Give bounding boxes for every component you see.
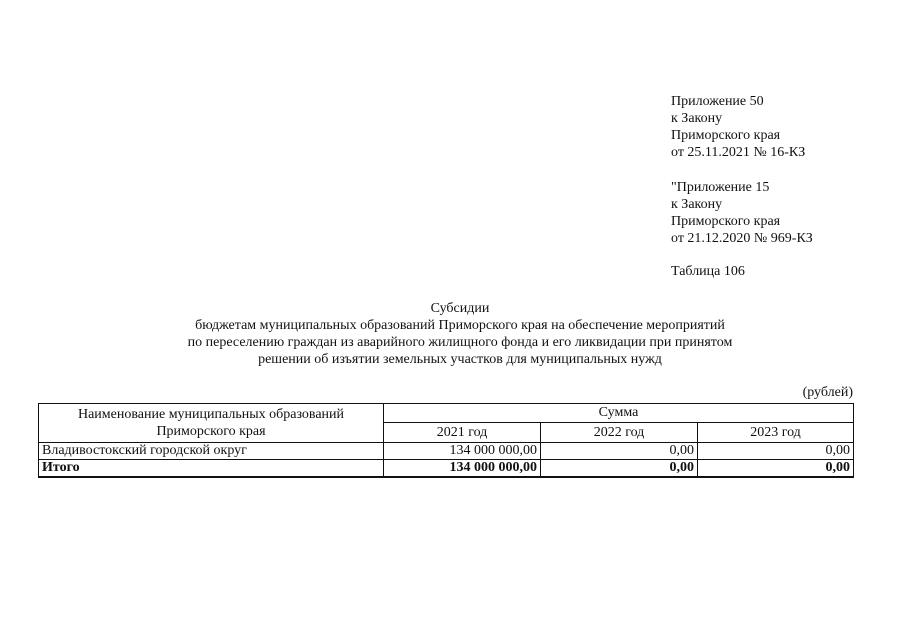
subsidies-table [38, 403, 854, 478]
table-row [39, 443, 854, 460]
appendix-line: Приморского края [671, 214, 781, 229]
header-year-2022: 2022 год [541, 423, 698, 443]
units-label: (рублей) [802, 385, 853, 400]
appendix-reference-previous [671, 179, 813, 247]
row-name: Владивостокский городской округ [39, 443, 384, 460]
total-label: Итого [39, 460, 384, 478]
header-sum: Сумма [384, 404, 854, 423]
appendix-line: к Закону [671, 197, 723, 212]
header-year-2021: 2021 год [384, 423, 541, 443]
total-value-2023: 0,00 [698, 460, 854, 478]
appendix-line: "Приложение 15 [671, 180, 770, 195]
title-line: Субсидии [430, 301, 490, 316]
row-value-2023: 0,00 [698, 443, 854, 460]
document-title [60, 300, 860, 368]
total-value-2021: 134 000 000,00 [384, 460, 541, 478]
title-line: по переселению граждан из аварийного жилищного фонда и его ликвидации при принятом [187, 335, 733, 350]
appendix-reference-current [671, 93, 805, 161]
table-total-row [39, 460, 854, 478]
total-value-2022: 0,00 [541, 460, 698, 478]
appendix-line: Приморского края [671, 128, 781, 143]
appendix-line: от 25.11.2021 № 16-КЗ [671, 145, 806, 160]
row-value-2021: 134 000 000,00 [384, 443, 541, 460]
appendix-line: от 21.12.2020 № 969-КЗ [671, 231, 813, 246]
header-municipality-name: Наименование муниципальных образований Приморского края [39, 404, 384, 443]
title-line: бюджетам муниципальных образований Приморского края на обеспечение мероприятий [195, 318, 725, 333]
appendix-line: Приложение 50 [671, 94, 764, 109]
title-line: решении об изъятии земельных участков для муниципальных нужд [258, 352, 662, 367]
header-year-2023: 2023 год [698, 423, 854, 443]
table-number: Таблица 106 [671, 264, 745, 279]
row-value-2022: 0,00 [541, 443, 698, 460]
appendix-line: к Закону [671, 111, 723, 126]
